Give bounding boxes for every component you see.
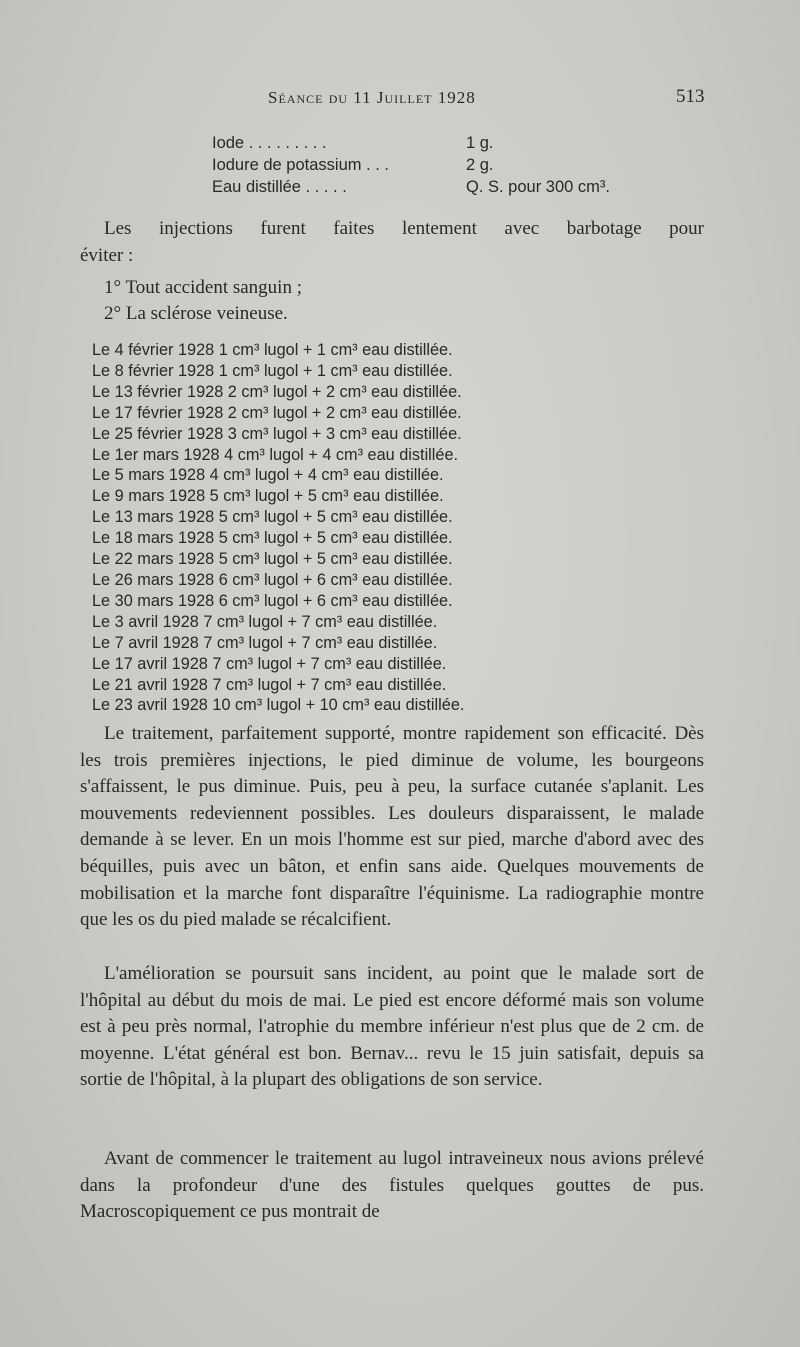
schedule-entry: Le 8 février 1928 1 cm³ lugol + 1 cm³ eau distillée. xyxy=(92,361,453,380)
schedule-entry: Le 13 février 1928 2 cm³ lugol + 2 cm³ eau distillée. xyxy=(92,382,462,401)
running-title: Séance du 11 Juillet 1928 xyxy=(268,88,476,107)
schedule-entry: Le 23 avril 1928 10 cm³ lugol + 10 cm³ eau distillée. xyxy=(92,696,465,715)
ingredient-quantity: 2 g. xyxy=(466,156,494,174)
ingredient-quantity: 1 g. xyxy=(466,134,494,152)
improvement-paragraph: L'amélioration se poursuit sans incident, au point que le malade sort de l'hôpital au début du mois de mai. Le pied est encore déformé mais son volume est à peu près normal, l'atrophie du membre inférieur n'est plus que de 2 cm. de moyenne. L'état général est bon. Bernav... revu le 15 juin satisfait, depuis sa sortie de l'hôpital, à la plupart des obligations de son service. xyxy=(80,963,704,1091)
schedule-entry: Le 9 mars 1928 5 cm³ lugol + 5 cm³ eau distillée. xyxy=(92,487,444,506)
schedule-entry: Le 21 avril 1928 7 cm³ lugol + 7 cm³ eau distillée. xyxy=(92,675,447,694)
page-header xyxy=(0,84,800,114)
schedule-entry: Le 13 mars 1928 5 cm³ lugol + 5 cm³ eau distillée. xyxy=(92,508,453,527)
schedule-entry: Le 26 mars 1928 6 cm³ lugol + 6 cm³ eau distillée. xyxy=(92,570,453,589)
schedule-entry: Le 17 février 1928 2 cm³ lugol + 2 cm³ eau distillée. xyxy=(92,403,462,422)
intro-paragraph xyxy=(80,216,704,269)
schedule-entry: Le 4 février 1928 1 cm³ lugol + 1 cm³ eau distillée. xyxy=(92,341,453,359)
list-item: 1° Tout accident sanguin ; xyxy=(104,277,302,298)
schedule-entry: Le 25 février 1928 3 cm³ lugol + 3 cm³ eau distillée. xyxy=(92,424,462,443)
treatment-paragraph: Le traitement, parfaitement supporté, montre rapidement son efficacité. Dès les trois premières injections, le pied diminue de volume, les bourgeons s'affaissent, le pus diminue. Puis, peu à peu, la surface cutanée s'aplanit. Les mouvements redeviennent possibles. Les douleurs disparaissent, le malade demande à se lever. En un mois l'homme est sur pied, marche d'abord avec des béquilles, puis avec un bâton, et enfin sans aide. Quelques mouvements de mobilisation et la marche font disparaître l'équinisme. La radiographie montre que les os du pied malade se récalcifient. xyxy=(80,723,704,931)
ingredient-name: Iode . . . . . . . . . xyxy=(212,134,327,152)
ingredient-name: Eau distillée . . . . . xyxy=(212,178,347,196)
schedule-entry: Le 1er mars 1928 4 cm³ lugol + 4 cm³ eau distillée. xyxy=(92,445,459,464)
schedule-entry: Le 18 mars 1928 5 cm³ lugol + 5 cm³ eau distillée. xyxy=(92,529,453,548)
schedule-entry: Le 5 mars 1928 4 cm³ lugol + 4 cm³ eau distillée. xyxy=(92,466,444,485)
ingredient-name: Iodure de potassium . . . xyxy=(212,156,390,174)
injection-schedule xyxy=(92,340,464,716)
precaution-list xyxy=(104,275,302,327)
schedule-entry: Le 22 mars 1928 5 cm³ lugol + 5 cm³ eau distillée. xyxy=(92,550,453,569)
schedule-entry: Le 3 avril 1928 7 cm³ lugol + 7 cm³ eau distillée. xyxy=(92,612,438,631)
page-number: 513 xyxy=(676,86,705,107)
intro-line: Les injections furent faites lentement avec barbotage pour xyxy=(104,218,704,239)
intro-line: éviter : xyxy=(80,244,134,266)
list-item: 2° La sclérose veineuse. xyxy=(104,303,288,324)
pus-paragraph: Avant de commencer le traitement au lugol intraveineux nous avions prélevé dans la profondeur d'une des fistules quelques gouttes de pus. Macroscopiquement ce pus montrait de xyxy=(80,1148,704,1223)
schedule-entry: Le 17 avril 1928 7 cm³ lugol + 7 cm³ eau distillée. xyxy=(92,654,447,673)
schedule-entry: Le 7 avril 1928 7 cm³ lugol + 7 cm³ eau distillée. xyxy=(92,633,438,652)
schedule-entry: Le 30 mars 1928 6 cm³ lugol + 6 cm³ eau distillée. xyxy=(92,591,453,610)
ingredient-quantity: Q. S. pour 300 cm³. xyxy=(466,178,610,196)
